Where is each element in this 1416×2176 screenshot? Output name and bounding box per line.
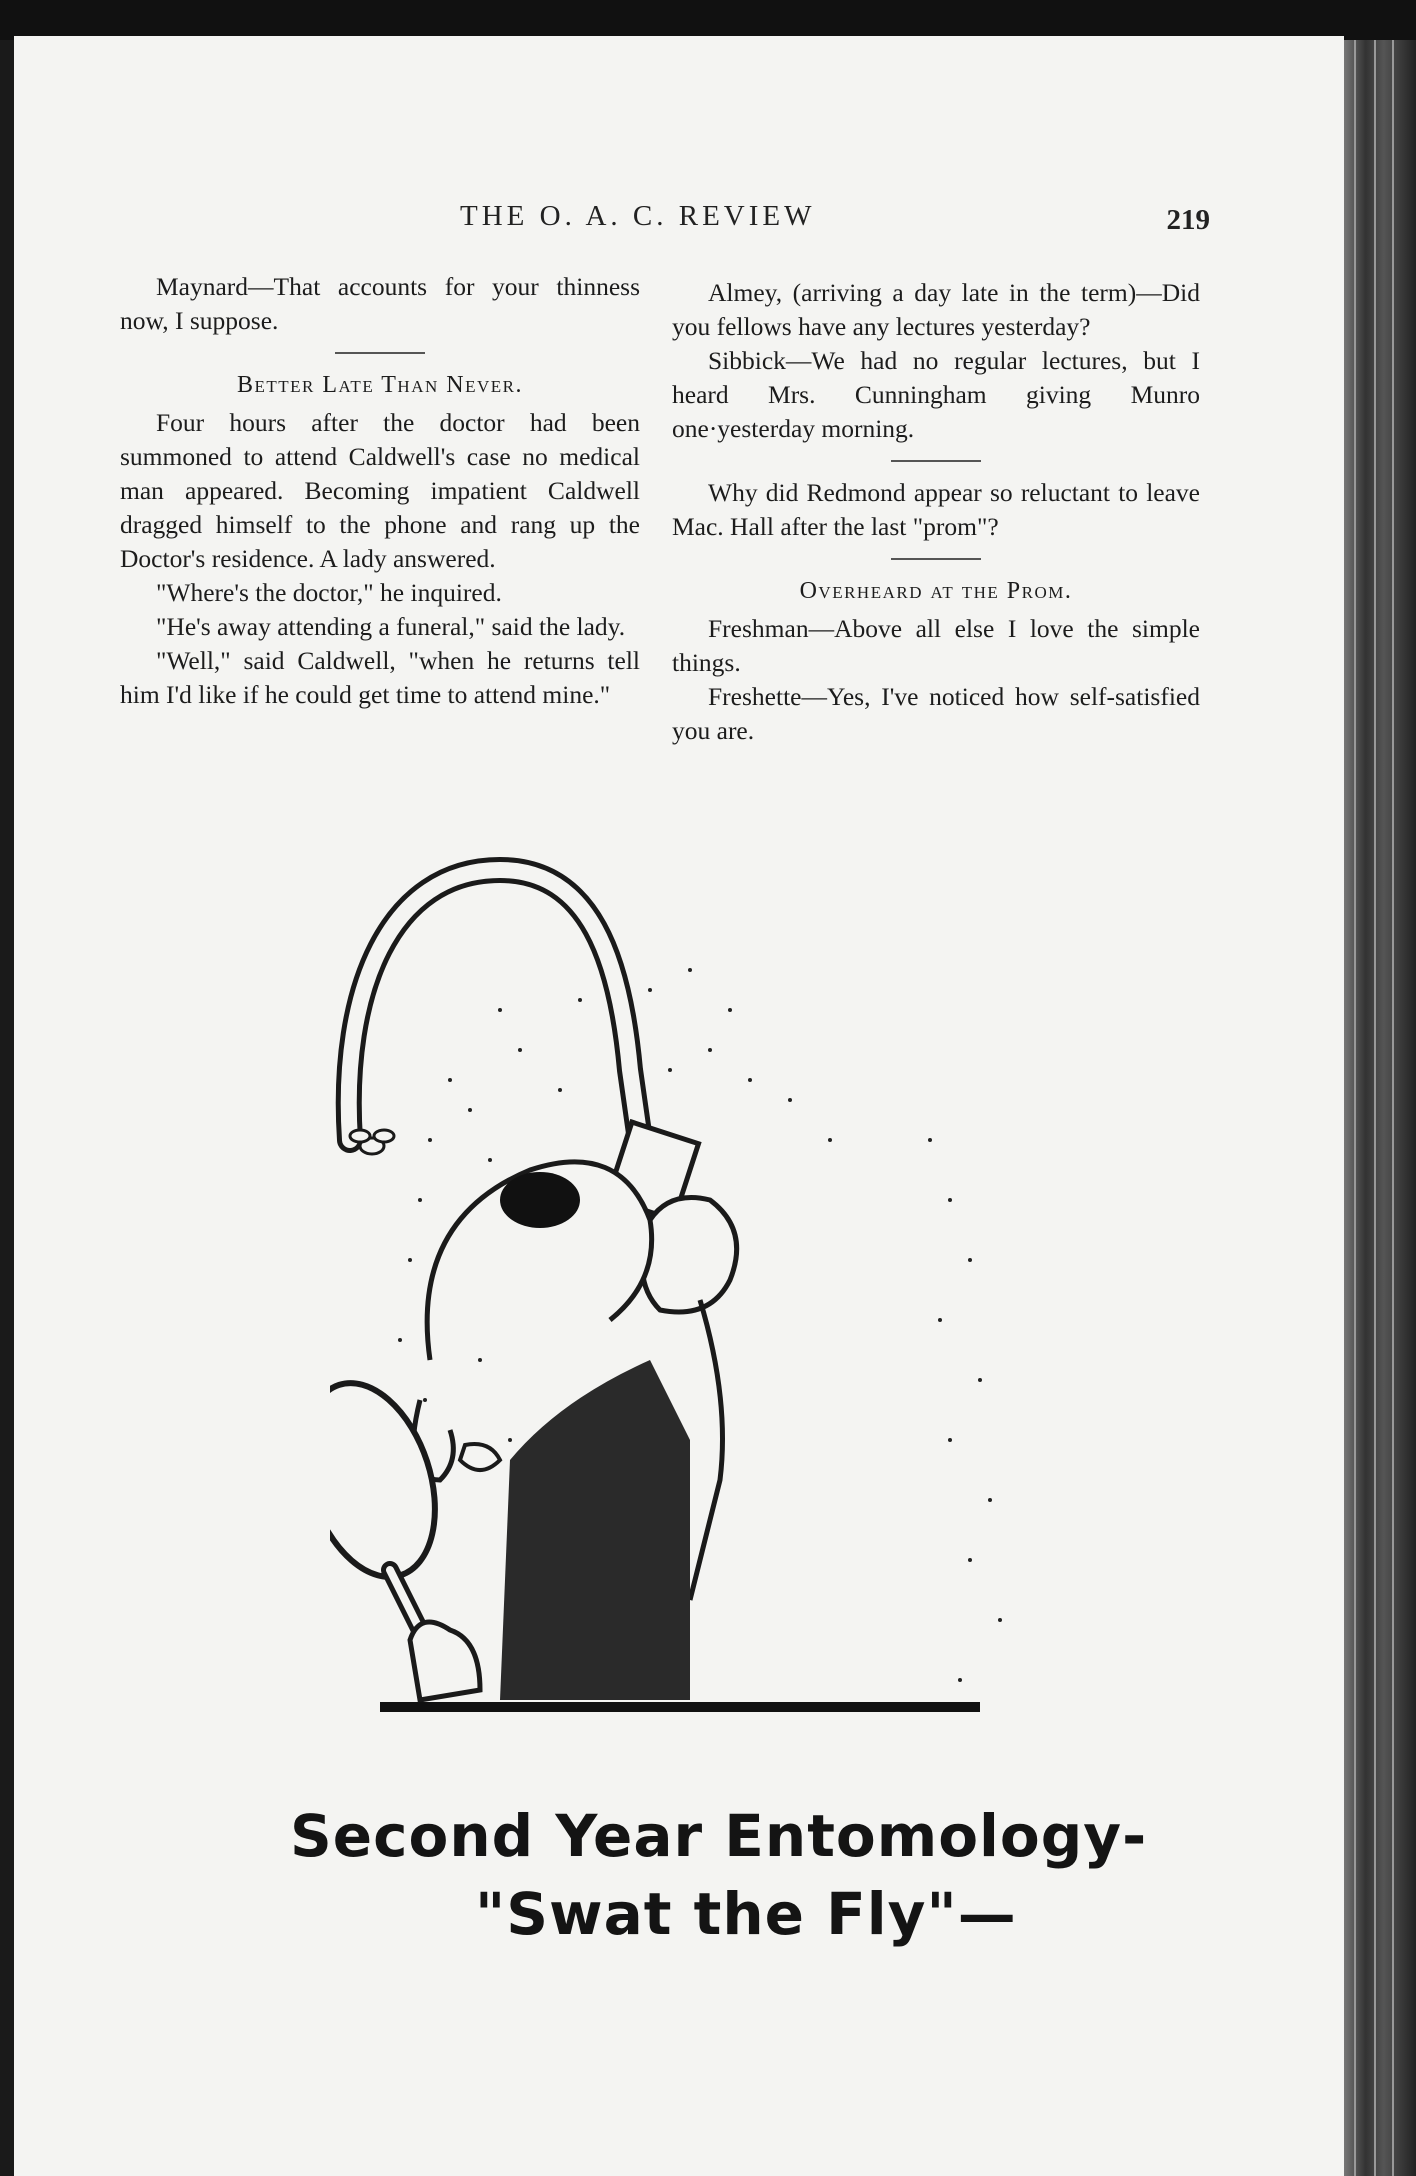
cartoon-illustration <box>330 840 1030 1755</box>
page-header <box>120 200 1210 250</box>
page-edge-line <box>1354 40 1356 2176</box>
cartoon-caption-line2: "Swat the Fly"— <box>475 1880 1017 1948</box>
wrench-handle <box>349 870 640 1140</box>
paragraph: Freshette—Yes, I've noticed how self-satisfied you are. <box>672 682 1200 745</box>
section-heading: Better Late Than Never. <box>237 372 523 398</box>
page-number: 219 <box>1166 204 1210 236</box>
running-title: THE O. A. C. REVIEW <box>460 200 816 232</box>
paragraph: Freshman—Above all else I love the simple things. <box>672 614 1200 677</box>
scan-top-border <box>0 0 1416 40</box>
page-edge-line <box>1392 40 1394 2176</box>
raised-arm <box>690 1300 723 1600</box>
fist <box>642 1198 737 1313</box>
paragraph: Four hours after the doctor had been summoned to attend Caldwell's case no medical man appeared. Becoming impatient Caldwell dragged himself to the phone and rang up the Doctor's residence. A lady answered. <box>120 408 640 573</box>
paragraph: Sibbick—We had no regular lectures, but I heard Mrs. Cunningham giving Munro one·yesterday morning. <box>672 346 1200 443</box>
divider <box>891 558 981 560</box>
paragraph: Maynard—That accounts for your thinness now, I suppose. <box>120 272 640 335</box>
ground-line <box>380 1702 980 1712</box>
hair-tuft <box>500 1172 580 1228</box>
page-edge-line <box>1374 40 1376 2176</box>
paragraph: "He's away attending a funeral," said the lady. <box>156 612 626 641</box>
right-column <box>672 276 1200 748</box>
section-heading: Overheard at the Prom. <box>799 578 1073 604</box>
paragraph: Why did Redmond appear so reluctant to leave Mac. Hall after the last "prom"? <box>672 478 1200 541</box>
tongue <box>460 1444 500 1470</box>
mirror-hand <box>410 1622 480 1700</box>
cartoon-caption-line1: Second Year Entomology- <box>290 1802 1148 1870</box>
paragraph: "Where's the doctor," he inquired. <box>156 578 502 607</box>
left-column <box>120 270 640 712</box>
vest-body <box>500 1360 690 1700</box>
paragraph: "Well," said Caldwell, "when he returns tell him I'd like if he could get time to attend mine." <box>120 646 640 709</box>
divider <box>335 352 425 354</box>
divider <box>891 460 981 462</box>
paragraph: Almey, (arriving a day late in the term)—Did you fellows have any lectures yesterday? <box>672 278 1200 341</box>
